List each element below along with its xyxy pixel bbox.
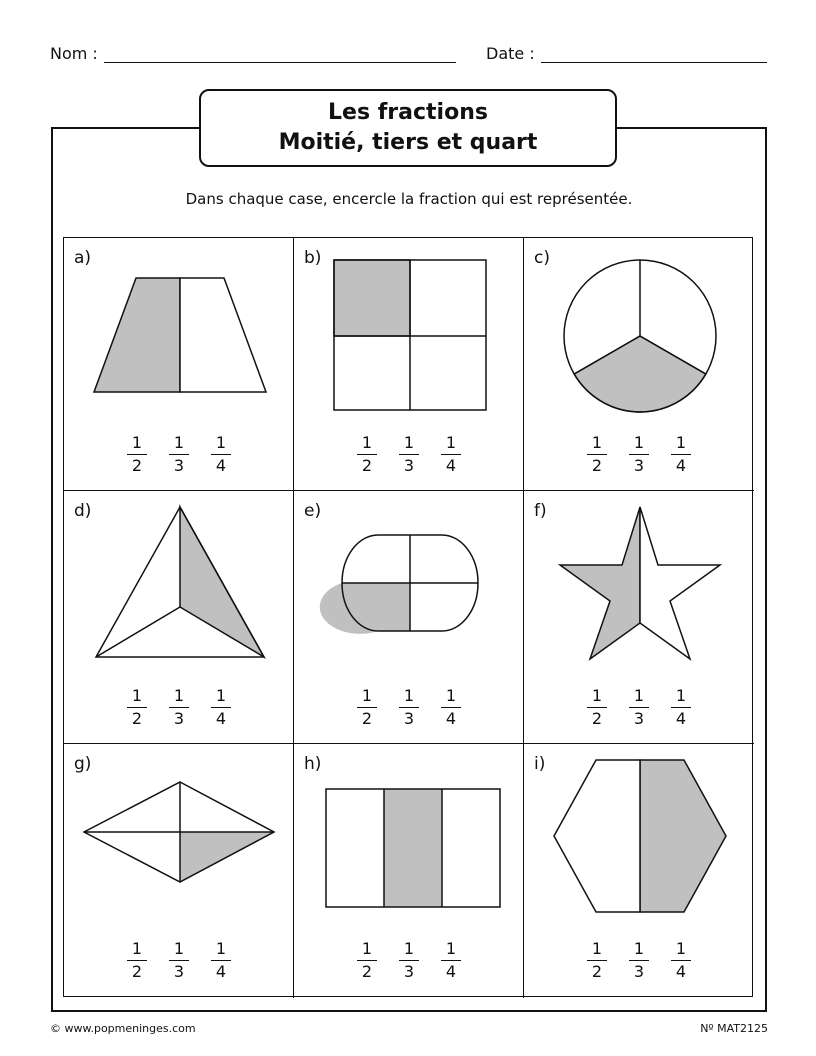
date-field[interactable] — [486, 44, 767, 63]
stadium-shape — [294, 491, 524, 681]
fraction-quarter[interactable]: $\frac{1}{4}$ — [440, 940, 462, 981]
fraction-third[interactable]: $\frac{1}{3}$ — [168, 434, 190, 475]
rhombus-shape — [64, 744, 294, 934]
date-line[interactable] — [541, 45, 767, 63]
cell-label-c: c) — [534, 248, 550, 268]
cell-label-f: f) — [534, 501, 547, 521]
fraction-half[interactable]: $\frac{1}{2}$ — [586, 687, 608, 728]
fraction-third[interactable]: $\frac{1}{3}$ — [398, 434, 420, 475]
cell-label-h: h) — [304, 754, 322, 774]
fraction-half[interactable]: $\frac{1}{2}$ — [126, 940, 148, 981]
fraction-quarter[interactable]: $\frac{1}{4}$ — [670, 940, 692, 981]
name-line[interactable] — [104, 45, 456, 63]
cell-label-g: g) — [74, 754, 92, 774]
fraction-quarter[interactable]: $\frac{1}{4}$ — [210, 434, 232, 475]
cell-g — [64, 744, 294, 998]
instructions: Dans chaque case, encercle la fraction qui est représentée. — [185, 190, 633, 208]
square-shape — [294, 238, 524, 428]
fraction-choices-e — [356, 687, 462, 728]
footer-copyright: © www.popmeninges.com — [50, 1022, 196, 1035]
fraction-choices-g — [126, 940, 232, 981]
cell-f — [524, 491, 754, 744]
name-field[interactable] — [50, 44, 456, 63]
trapezoid-shape — [64, 238, 294, 428]
fraction-choices-h — [356, 940, 462, 981]
circle-shape — [524, 238, 754, 428]
exercise-grid — [63, 237, 753, 997]
fraction-quarter[interactable]: $\frac{1}{4}$ — [670, 434, 692, 475]
cell-d — [64, 491, 294, 744]
fraction-choices-b — [356, 434, 462, 475]
cell-label-d: d) — [74, 501, 92, 521]
fraction-half[interactable]: $\frac{1}{2}$ — [356, 434, 378, 475]
fraction-choices-d — [126, 687, 232, 728]
cell-c — [524, 238, 754, 491]
date-label: Date : — [486, 44, 535, 63]
cell-label-i: i) — [534, 754, 546, 774]
fraction-quarter[interactable]: $\frac{1}{4}$ — [440, 434, 462, 475]
cell-label-b: b) — [304, 248, 322, 268]
fraction-third[interactable]: $\frac{1}{3}$ — [628, 434, 650, 475]
hexagon-shape — [524, 744, 754, 934]
fraction-third[interactable]: $\frac{1}{3}$ — [628, 940, 650, 981]
fraction-third[interactable]: $\frac{1}{3}$ — [168, 940, 190, 981]
cell-e — [294, 491, 524, 744]
fraction-half[interactable]: $\frac{1}{2}$ — [126, 687, 148, 728]
fraction-third[interactable]: $\frac{1}{3}$ — [398, 940, 420, 981]
fraction-choices-a — [126, 434, 232, 475]
fraction-third[interactable]: $\frac{1}{3}$ — [398, 687, 420, 728]
fraction-third[interactable]: $\frac{1}{3}$ — [168, 687, 190, 728]
name-label: Nom : — [50, 44, 98, 63]
cell-label-a: a) — [74, 248, 92, 268]
fraction-quarter[interactable]: $\frac{1}{4}$ — [440, 687, 462, 728]
cell-b — [294, 238, 524, 491]
cell-i — [524, 744, 754, 998]
triangle-shape — [64, 491, 294, 681]
fraction-half[interactable]: $\frac{1}{2}$ — [586, 434, 608, 475]
title-line-1: Les fractions — [328, 100, 488, 125]
title-line-2: Moitié, tiers et quart — [278, 130, 538, 155]
fraction-half[interactable]: $\frac{1}{2}$ — [586, 940, 608, 981]
fraction-half[interactable]: $\frac{1}{2}$ — [356, 940, 378, 981]
fraction-choices-f — [586, 687, 692, 728]
cell-h — [294, 744, 524, 998]
title-box — [199, 89, 617, 167]
star-shape — [524, 491, 754, 681]
fraction-choices-i — [586, 940, 692, 981]
footer-reference: Nº MAT2125 — [700, 1022, 768, 1035]
fraction-half[interactable]: $\frac{1}{2}$ — [356, 687, 378, 728]
fraction-half[interactable]: $\frac{1}{2}$ — [126, 434, 148, 475]
fraction-quarter[interactable]: $\frac{1}{4}$ — [210, 940, 232, 981]
fraction-third[interactable]: $\frac{1}{3}$ — [628, 687, 650, 728]
fraction-choices-c — [586, 434, 692, 475]
rectangle-shape — [294, 744, 524, 934]
fraction-quarter[interactable]: $\frac{1}{4}$ — [670, 687, 692, 728]
cell-a — [64, 238, 294, 491]
fraction-quarter[interactable]: $\frac{1}{4}$ — [210, 687, 232, 728]
cell-label-e: e) — [304, 501, 322, 521]
